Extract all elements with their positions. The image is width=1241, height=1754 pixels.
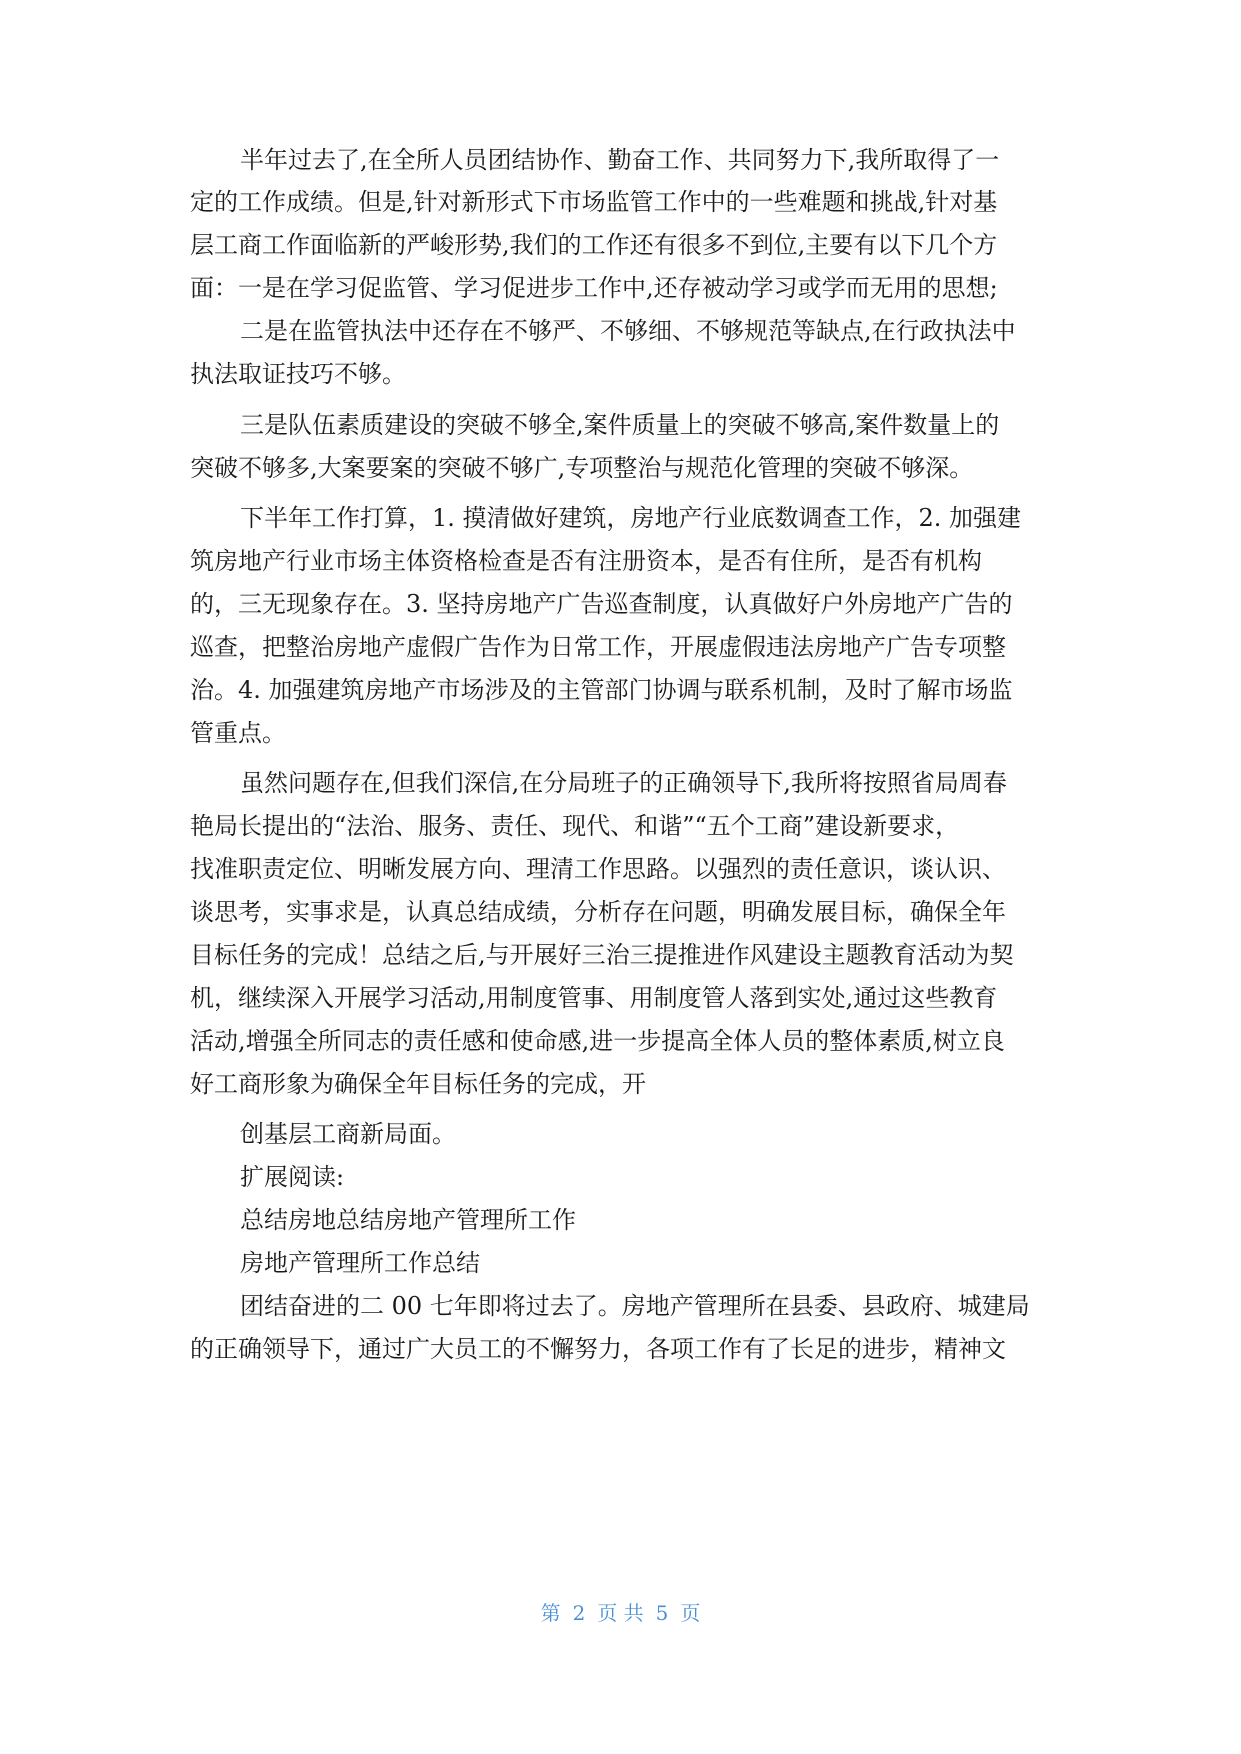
body-line: 的，三无现象存在。3. 坚持房地产广告巡查制度，认真做好户外房地产广告的	[190, 590, 1013, 618]
body-line: 巡查，把整治房地产虚假广告作为日常工作，开展虚假违法房地产广告专项整	[190, 633, 1006, 661]
body-line: 二是在监管执法中还存在不够严、不够细、不够规范等缺点,在行政执法中	[240, 317, 1016, 345]
body-line: 房地产管理所工作总结	[240, 1249, 480, 1277]
body-line: 下半年工作打算，1. 摸清做好建筑，房地产行业底数调查工作，2. 加强建	[240, 504, 1022, 532]
footer-end-label: 页	[680, 1601, 701, 1625]
body-line: 定的工作成绩。但是,针对新形式下市场监管工作中的一些难题和挑战,针对基	[190, 188, 998, 216]
body-line: 筑房地产行业市场主体资格检查是否有注册资本，是否有住所，是否有机构	[190, 547, 982, 575]
body-line: 团结奋进的二 00 七年即将过去了。房地产管理所在县委、县政府、城建局	[240, 1292, 1030, 1320]
footer-total-pages: 5	[655, 1601, 669, 1625]
body-line: 面：一是在学习促监管、学习促进步工作中,还存被动学习或学而无用的思想;	[190, 274, 998, 302]
footer-current-page: 2	[572, 1601, 586, 1625]
body-line: 活动,增强全所同志的责任感和使命感,进一步提高全体人员的整体素质,树立良	[190, 1027, 1005, 1055]
body-line: 执法取证技巧不够。	[190, 360, 406, 388]
body-line: 机，继续深入开展学习活动,用制度管事、用制度管人落到实处,通过这些教育	[190, 984, 998, 1012]
body-line: 治。4. 加强建筑房地产市场涉及的主管部门协调与联系机制，及时了解市场监	[190, 676, 1013, 704]
footer-page-label: 第	[540, 1601, 561, 1625]
body-line: 谈思考，实事求是，认真总结成绩，分析存在问题，明确发展目标，确保全年	[190, 898, 1006, 926]
body-line: 三是队伍素质建设的突破不够全,案件质量上的突破不够高,案件数量上的	[240, 411, 1000, 439]
footer-middle-label: 页 共	[597, 1601, 644, 1625]
body-line: 的正确领导下，通过广大员工的不懈努力，各项工作有了长足的进步，精神文	[190, 1335, 1006, 1363]
body-line: 半年过去了,在全所人员团结协作、勤奋工作、共同努力下,我所取得了一	[240, 146, 1000, 174]
body-line: 目标任务的完成！总结之后,与开展好三治三提推进作风建设主题教育活动为契	[190, 941, 1014, 969]
body-line: 好工商形象为确保全年目标任务的完成，开	[190, 1070, 646, 1098]
page-footer	[0, 1599, 1241, 1627]
body-line: 突破不够多,大案要案的突破不够广,专项整治与规范化管理的突破不够深。	[190, 454, 974, 482]
body-line: 虽然问题存在,但我们深信,在分局班子的正确领导下,我所将按照省局周春	[240, 769, 1007, 797]
body-line: 扩展阅读:	[240, 1163, 345, 1191]
body-line: 管重点。	[190, 719, 286, 747]
body-line: 层工商工作面临新的严峻形势,我们的工作还有很多不到位,主要有以下几个方	[190, 231, 998, 259]
body-line: 创基层工商新局面。	[240, 1120, 456, 1148]
body-line: 总结房地总结房地产管理所工作	[240, 1206, 576, 1234]
body-line: 艳局长提出的“法治、服务、责任、现代、和谐”“五个工商”建设新要求，	[190, 812, 960, 840]
body-line: 找准职责定位、明晰发展方向、理清工作思路。以强烈的责任意识，谈认识、	[190, 855, 1006, 883]
